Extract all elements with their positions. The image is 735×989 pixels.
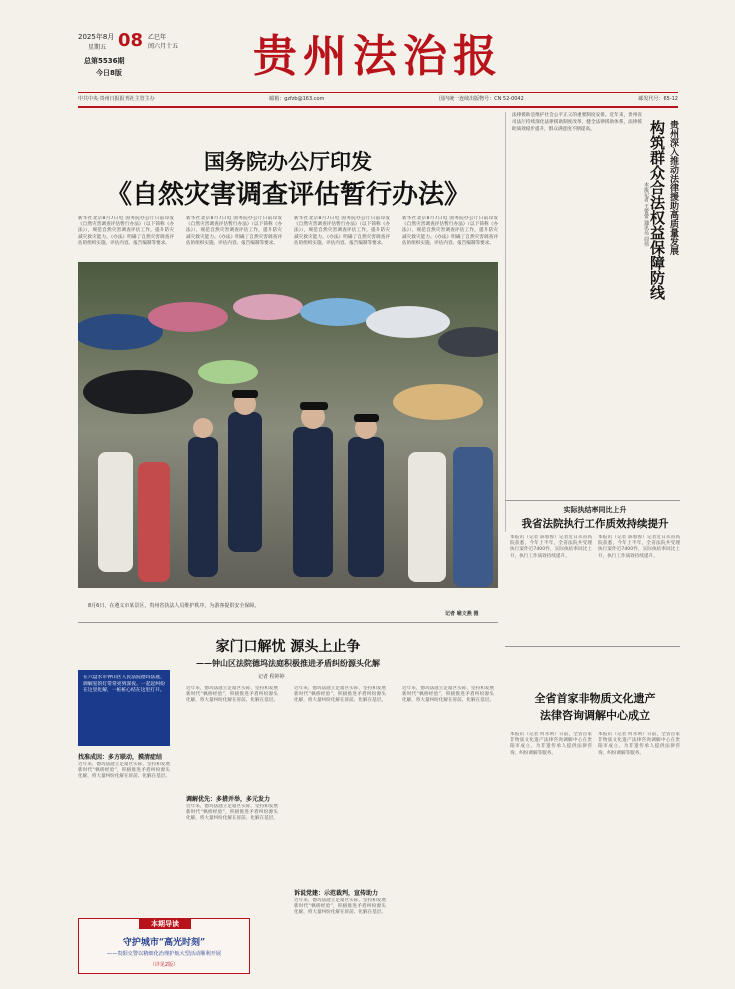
mediation-body-col3: 近年来，德坞法庭立足辖区实际，坚持和发展新时代“枫桥经验”，积极推进矛盾纠纷源头化解，将大量纠纷化解在诉前、化解在基层。 (294, 686, 386, 704)
ich-title-line2: 法律咨询调解中心成立 (540, 709, 650, 722)
mediation-body-col2b: 近年来，德坞法庭立足辖区实际，坚持和发展新时代“枫桥经验”，积极推进矛盾纠纷源头化解，将大量纠纷化解在诉前、化解在基层。 (186, 804, 278, 822)
right-feature-kicker: 贵州深入推动法律援助高质量发展 (668, 120, 678, 255)
ich-title-line1: 全省首家非物质文化遗产 (534, 692, 656, 705)
guide-title: 守护城市“高光时刻” (122, 938, 206, 948)
mediation-title: 家门口解忧 源头上止争 (215, 639, 361, 655)
lead-title-line2: 《自然灾害调查评估暂行办法》 (105, 180, 470, 210)
page-count: 今日8版 (96, 69, 122, 77)
guide-box[interactable] (78, 918, 250, 974)
exec-body-col1: 本报讯（记者 陈蓉蓉）记者近日从省高院获悉，今年上半年，全省法院共受理执行案件近7400件，实际执结率同比上升，执行工作质效持续提升。 (510, 535, 592, 559)
mediation-subhead-1: 找准成因：多方联动，摸清症结 (78, 754, 163, 761)
ich-story (510, 650, 680, 970)
info-issn: 国内统一连续出版物号：CN 52-0042 (439, 96, 524, 102)
exec-title: 我省法院执行工作质效持续提升 (521, 518, 669, 530)
lunar-year: 乙巳年 (148, 34, 167, 41)
newspaper-title: 贵州法治报 (253, 31, 503, 82)
info-publisher: 中共中央·贵州日报报刊社主管主办 (78, 96, 155, 102)
right-feature-body: 法律援助是维护社会公平正义的重要制度安排。近年来，贵州省司法厅持续深化法律援助制度改革，健全法律援助体系，法律援助质效稳步提升，群众满意度不断提高。 (512, 113, 642, 132)
mediation-body-col1: 近年来，德坞法庭立足辖区实际，坚持和发展新时代“枫桥经验”，积极推进矛盾纠纷源头化解，将大量纠纷化解在诉前、化解在基层。 (78, 762, 170, 780)
mediation-body-col4: 近年来，德坞法庭立足辖区实际，坚持和发展新时代“枫桥经验”，积极推进矛盾纠纷源头化解，将大量纠纷化解在诉前、化解在基层。 (402, 686, 494, 704)
mediation-subhead-2: 调解优先：多措并举，多元发力 (186, 796, 271, 803)
guide-subtitle: ——贵阳交警以精细化治理护航大型活动顺利开展 (106, 951, 222, 957)
ich-body-col2: 本报讯（记者 何永利）日前，全省首家非物质文化遗产法律咨询调解中心在贵阳市成立，为非遗传承人提供法律咨询、纠纷调解等服务。 (598, 732, 680, 756)
total-issue: 总第5536期 (84, 57, 125, 65)
lead-body-col3: 新华社北京8月7日电 国务院办公厅日前印发《自然灾害调查评估暂行办法》（以下简称《办法》），规范自然灾害调查评估工作，提升防灾减灾救灾能力。《办法》明确了自然灾害调查评估的组织实施、评估内容、报告编制等要求。 (294, 216, 390, 246)
mediation-byline: 记者 程婷婷 (258, 674, 285, 680)
info-bar (78, 95, 678, 105)
photo-caption: 8月6日，在遵义市某景区，贵州省执法人员维护秩序，为游客提供安全保障。 (88, 603, 260, 609)
mediation-summary-box (78, 670, 170, 746)
guide-label: 本期导读 (139, 918, 191, 929)
photo-credit: 记者 喻文燕 摄 (445, 611, 479, 617)
lead-body-col2: 新华社北京8月7日电 国务院办公厅日前印发《自然灾害调查评估暂行办法》（以下简称《办法》），规范自然灾害调查评估工作，提升防灾减灾救灾能力。《办法》明确了自然灾害调查评估的组织实施、评估内容、报告编制等要求。 (186, 216, 282, 246)
issue-day: 08 (118, 30, 144, 51)
info-email: 邮箱：gzfzb@163.com (269, 96, 325, 102)
mediation-subtitle: ——钟山区法院德坞法庭积极推进矛盾纠纷源头化解 (196, 658, 380, 668)
crowd-photo-illustration (78, 262, 498, 598)
lead-body-col4: 新华社北京8月7日电 国务院办公厅日前印发《自然灾害调查评估暂行办法》（以下简称《办法》），规范自然灾害调查评估工作，提升防灾减灾救灾能力。《办法》明确了自然灾害调查评估的组织实施、评估内容、报告编制等要求。 (402, 216, 498, 246)
mediation-subhead-3: 诉说党建：示范裁判，宣传助力 (294, 890, 379, 897)
lunar-day: 闰六月十五 (148, 43, 179, 50)
mediation-body-col2: 近年来，德坞法庭立足辖区实际，坚持和发展新时代“枫桥经验”，积极推进矛盾纠纷源头化解，将大量纠纷化解在诉前、化解在基层。 (186, 686, 278, 704)
lead-story (78, 112, 498, 262)
mediation-story (78, 626, 498, 966)
right-feature-byline: 本报记者 王蕾蕾 通讯员 周伟 (643, 182, 649, 247)
mediation-body-col3b: 近年来，德坞法庭立足辖区实际，坚持和发展新时代“枫桥经验”，积极推进矛盾纠纷源头化解，将大量纠纷化解在诉前、化解在基层。 (294, 898, 386, 916)
issue-weekday: 星期五 (88, 44, 107, 51)
lead-body-col1: 新华社北京8月7日电 国务院办公厅日前印发《自然灾害调查评估暂行办法》（以下简称《办法》），规范自然灾害调查评估工作，提升防灾减灾救灾能力。《办法》明确了自然灾害调查评估的组织实施、评估内容、报告编制等要求。 (78, 216, 174, 246)
news-photo (78, 262, 498, 598)
guide-page-ref: （详见2版） (149, 962, 179, 968)
mediation-summary-text: 在六盘水市钟山区人民法院德坞法庭，调解室的灯常常亮到深夜。一起起纠纷在这里化解，一桩桩心结在这里打开。 (83, 675, 165, 693)
right-feature-title: 构筑群众合法权益保障防线 (648, 120, 666, 300)
exec-body-col2: 本报讯（记者 陈蓉蓉）记者近日从省高院获悉，今年上半年，全省法院共受理执行案件近7400件，实际执结率同比上升，执行工作质效持续提升。 (598, 535, 680, 559)
info-postal-code: 邮发代号：65-12 (638, 96, 678, 102)
photo-caption-bar (78, 588, 498, 598)
issue-date: 2025年8月 (78, 33, 115, 41)
ich-body-col1: 本报讯（记者 何永利）日前，全省首家非物质文化遗产法律咨询调解中心在贵阳市成立，为非遗传承人提供法律咨询、纠纷调解等服务。 (510, 732, 592, 756)
exec-story (510, 505, 680, 640)
lead-title-line1: 国务院办公厅印发 (204, 149, 372, 174)
exec-kicker: 实际执结率同比上升 (563, 505, 627, 514)
masthead (78, 26, 678, 86)
right-feature (512, 112, 680, 532)
